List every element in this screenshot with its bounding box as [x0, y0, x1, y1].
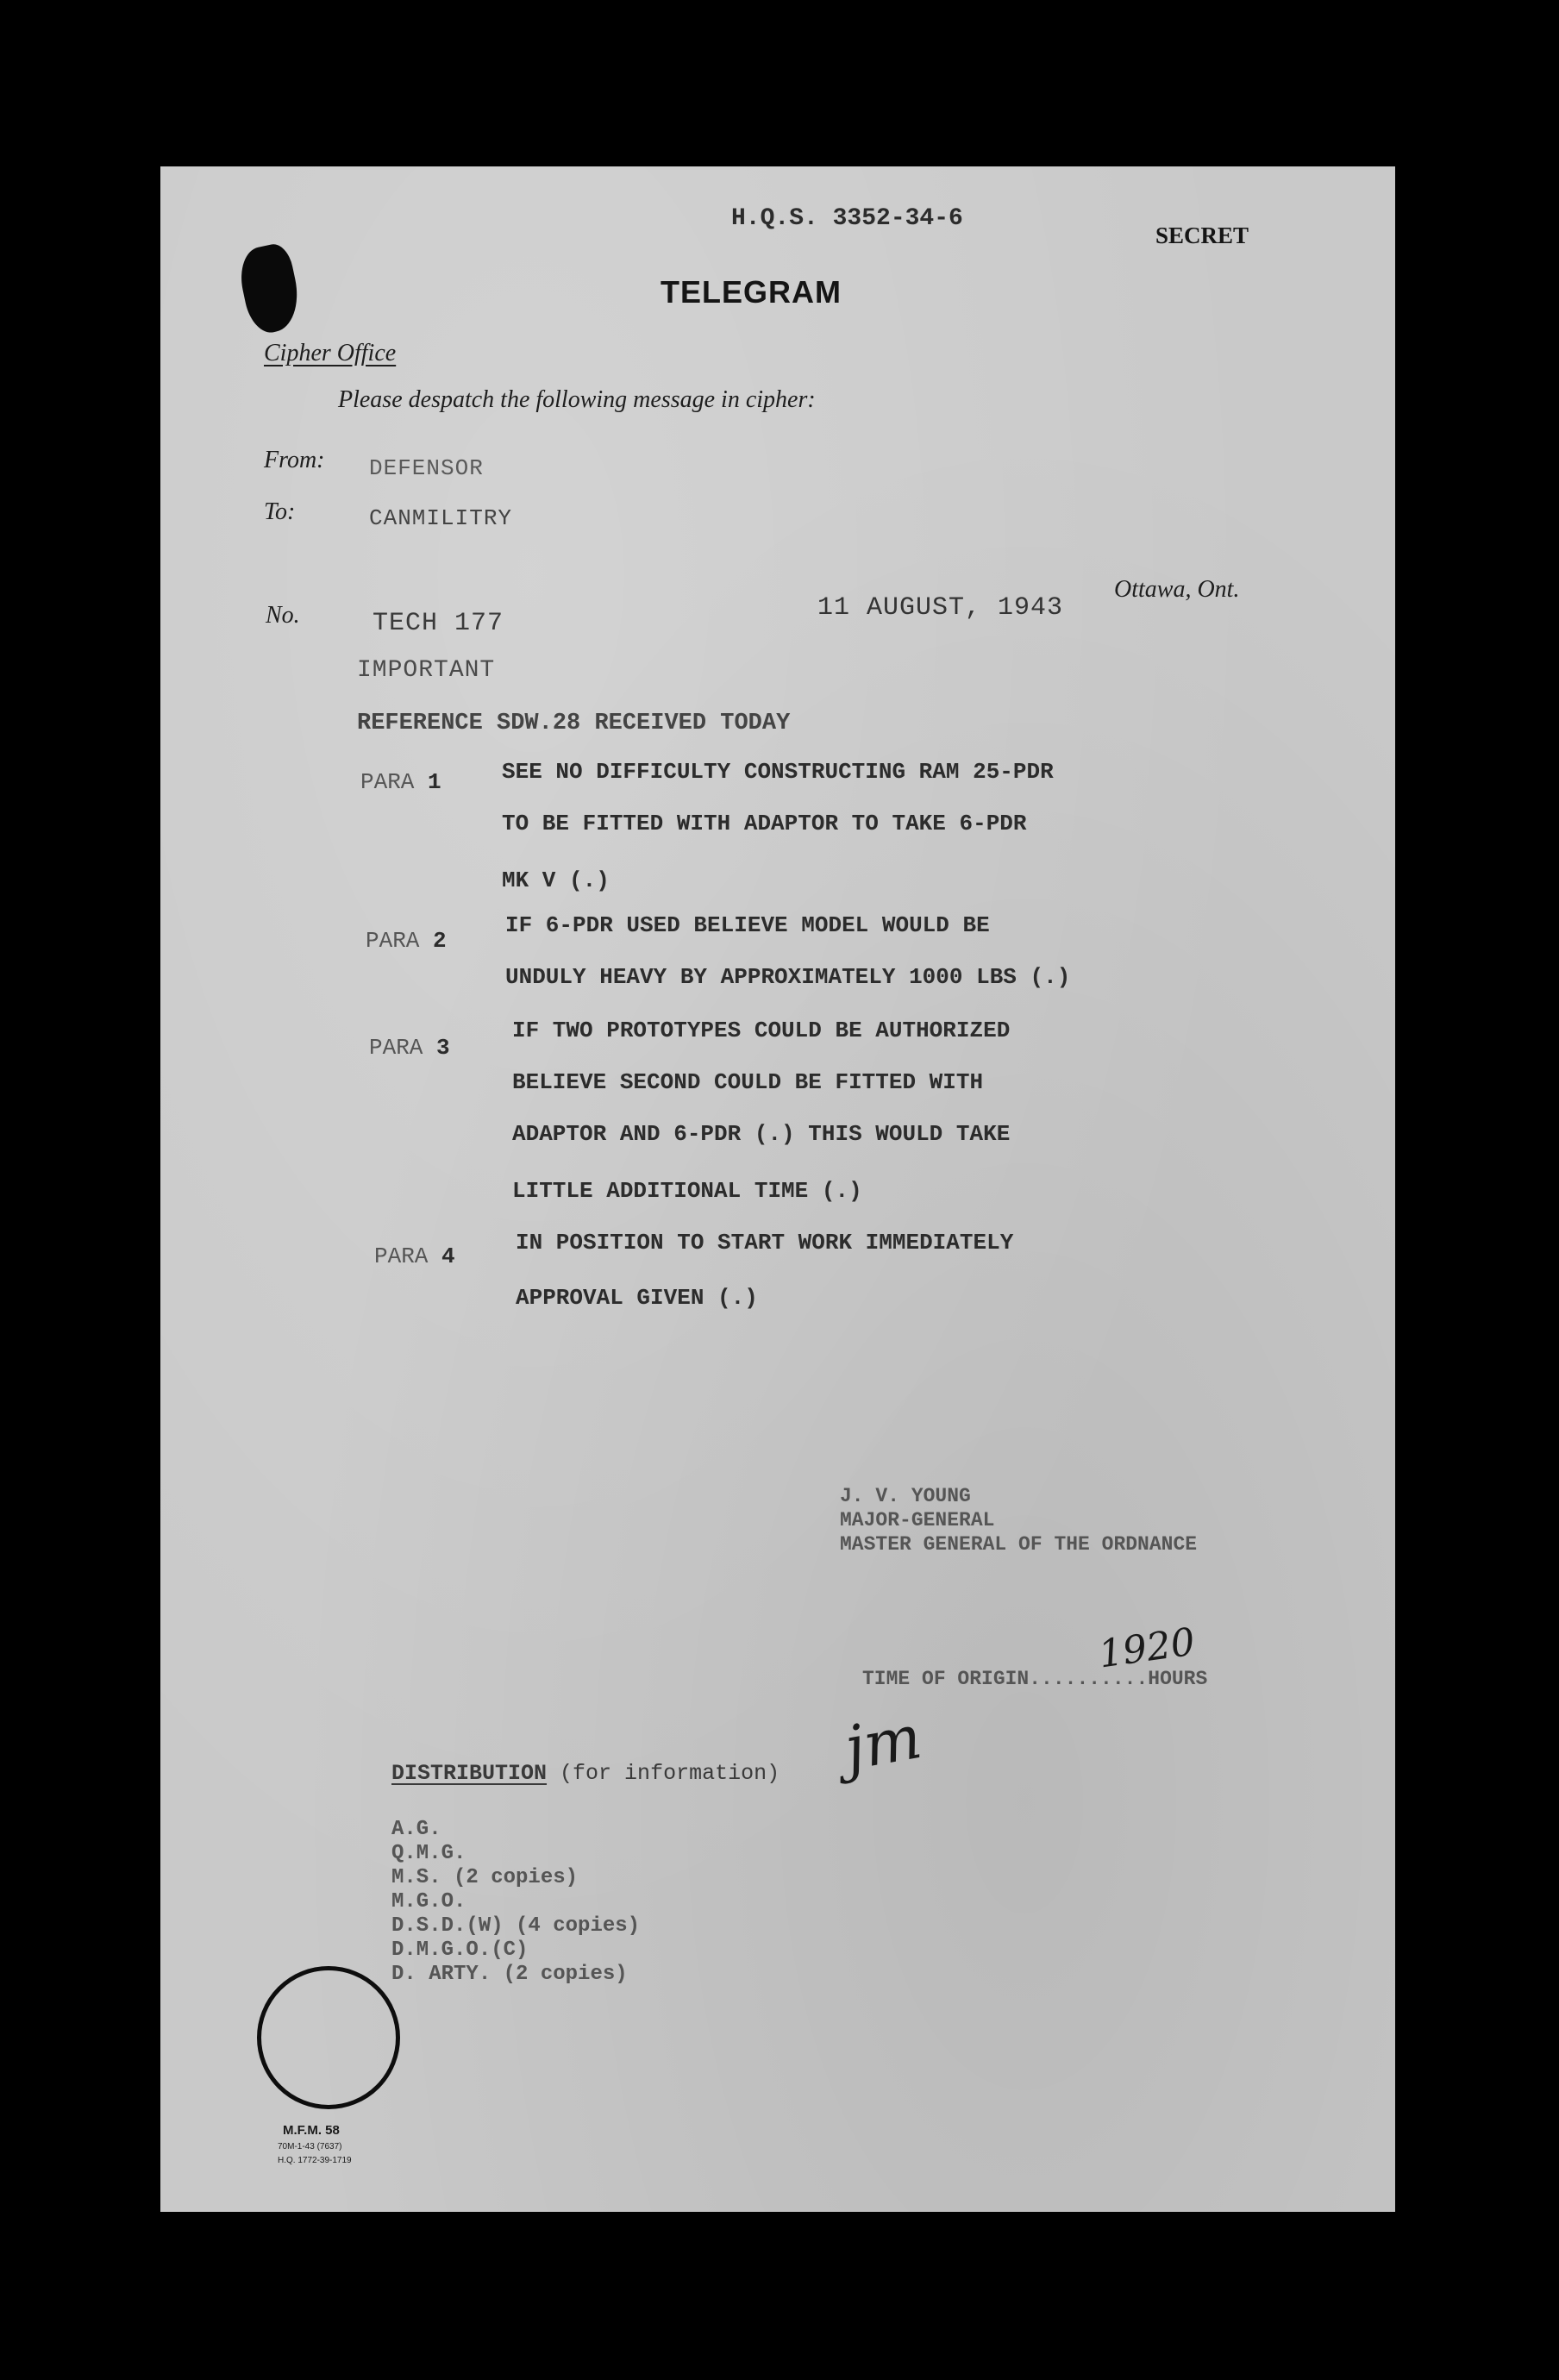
para-label-4: PARA 4: [374, 1243, 455, 1269]
signatory-rank: MAJOR-GENERAL: [840, 1509, 995, 1531]
office-label: Cipher Office: [264, 340, 397, 366]
instruction-text: Please despatch the following message in cipher:: [338, 386, 816, 413]
distribution-item: A.G.: [391, 1818, 441, 1841]
distribution-item: M.G.O.: [391, 1890, 466, 1913]
distribution-item: Q.M.G.: [391, 1842, 466, 1865]
para-3-line-3: ADAPTOR AND 6-PDR (.) THIS WOULD TAKE: [512, 1121, 1011, 1147]
handwritten-time: 1920: [1095, 1619, 1198, 1677]
file-number: H.Q.S. 3352-34-6: [731, 205, 963, 232]
priority-marker: IMPORTANT: [357, 657, 496, 684]
para-number-3: 3: [436, 1035, 450, 1061]
form-print-line: 70M-1-43 (7637): [278, 2142, 342, 2151]
para-number-2: 2: [433, 928, 447, 954]
from-value: DEFENSOR: [369, 455, 484, 481]
para-1-line-3: MK V (.): [502, 867, 610, 893]
distribution-heading-text: DISTRIBUTION: [391, 1761, 548, 1786]
to-label: To:: [264, 498, 296, 525]
time-of-origin-line: [862, 1668, 1207, 1690]
to-value: CANMILITRY: [369, 505, 513, 531]
reference-line: REFERENCE SDW.28 RECEIVED TODAY: [357, 711, 791, 736]
para-number-4: 4: [441, 1243, 455, 1269]
para-2-line-2: UNDULY HEAVY BY APPROXIMATELY 1000 LBS (.): [505, 964, 1071, 990]
form-hq-line: H.Q. 1772-39-1719: [278, 2156, 352, 2165]
distribution-item: D. ARTY. (2 copies): [391, 1963, 628, 1986]
message-date: 11 AUGUST, 1943: [817, 593, 1064, 623]
para-label-1: PARA 1: [360, 769, 441, 795]
signatory-title: MASTER GENERAL OF THE ORDNANCE: [840, 1533, 1198, 1556]
para-label-3: PARA 3: [369, 1035, 450, 1061]
para-2-line-1: IF 6-PDR USED BELIEVE MODEL WOULD BE: [505, 912, 990, 938]
telegram-title: TELEGRAM: [661, 274, 842, 310]
distribution-heading: [391, 1761, 780, 1786]
para-4-line-1: IN POSITION TO START WORK IMMEDIATELY: [516, 1230, 1014, 1256]
classification-label: SECRET: [1155, 222, 1249, 248]
para-3-line-4: LITTLE ADDITIONAL TIME (.): [512, 1178, 862, 1204]
para-number-1: 1: [428, 769, 441, 795]
para-4-line-2: APPROVAL GIVEN (.): [516, 1285, 758, 1311]
distribution-item: M.S. (2 copies): [391, 1866, 579, 1889]
para-1-line-1: SEE NO DIFFICULTY CONSTRUCTING RAM 25-PDR: [502, 759, 1054, 785]
handwritten-initials: jm: [839, 1700, 927, 1785]
number-label: No.: [266, 602, 300, 629]
distribution-item: D.M.G.O.(C): [391, 1938, 529, 1962]
para-3-line-2: BELIEVE SECOND COULD BE FITTED WITH: [512, 1069, 984, 1095]
number-value: TECH 177: [373, 609, 504, 638]
place-of-origin: Ottawa, Ont.: [1114, 576, 1240, 603]
para-3-line-1: IF TWO PROTOTYPES COULD BE AUTHORIZED: [512, 1018, 1011, 1043]
para-label-2: PARA 2: [366, 928, 447, 954]
form-id: M.F.M. 58: [283, 2123, 340, 2138]
from-label: From:: [264, 447, 325, 473]
signatory-name: J. V. YOUNG: [840, 1485, 971, 1507]
stamp-circle: [257, 1966, 400, 2109]
distribution-item: D.S.D.(W) (4 copies): [391, 1914, 641, 1938]
para-1-line-2: TO BE FITTED WITH ADAPTOR TO TAKE 6-PDR: [502, 811, 1027, 836]
time-of-origin-prefix: TIME OF ORIGIN.: [862, 1668, 1042, 1690]
time-of-origin-suffix: .........HOURS: [1041, 1668, 1208, 1690]
distribution-note: (for information): [560, 1761, 780, 1786]
